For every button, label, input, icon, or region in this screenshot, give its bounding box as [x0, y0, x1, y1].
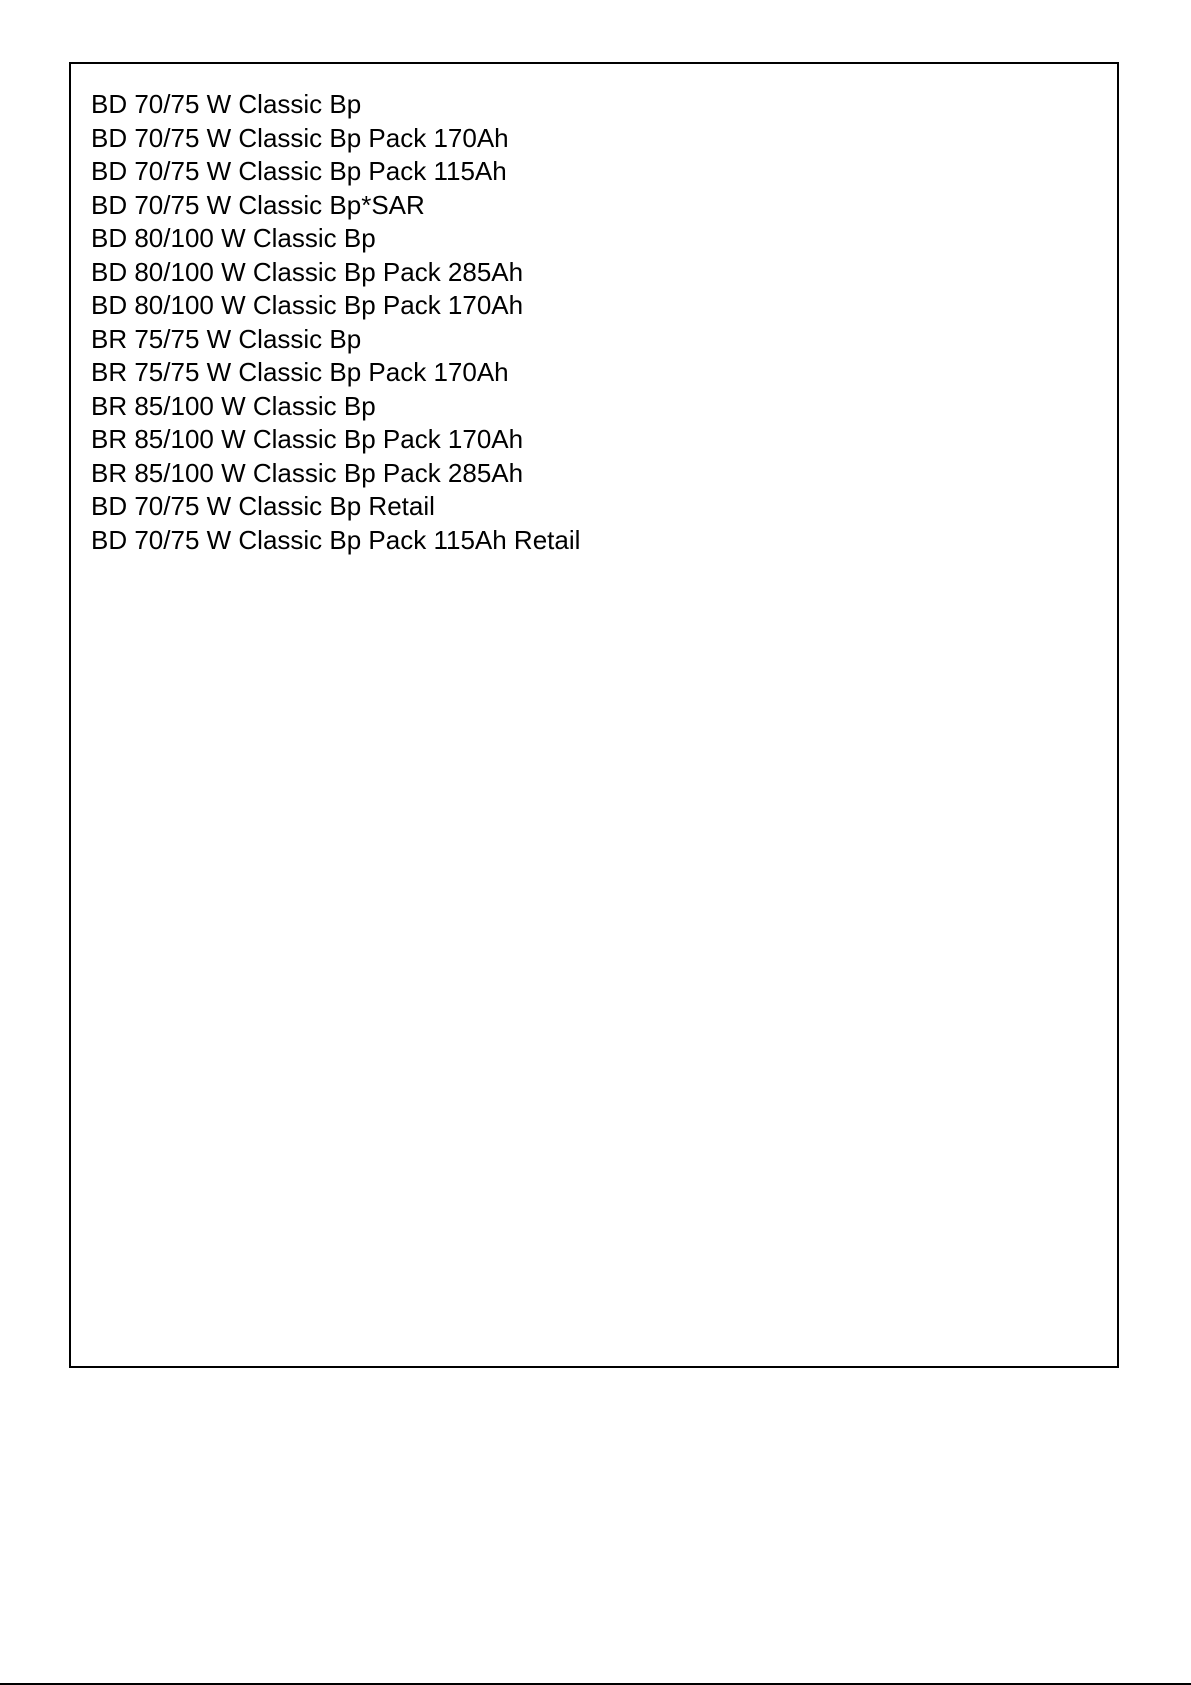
model-item: BD 70/75 W Classic Bp — [91, 89, 362, 119]
model-item: BR 75/75 W Classic Bp Pack 170Ah — [91, 357, 509, 387]
model-item: BD 80/100 W Classic Bp — [91, 223, 376, 253]
model-item: BR 85/100 W Classic Bp Pack 170Ah — [91, 424, 524, 454]
model-item: BD 70/75 W Classic Bp*SAR — [91, 189, 425, 220]
model-list — [91, 88, 580, 557]
model-item: BR 75/75 W Classic Bp — [91, 323, 362, 354]
model-item: BR 85/100 W Classic Bp — [91, 390, 376, 421]
model-item: BD 80/100 W Classic Bp Pack 170Ah — [91, 290, 524, 320]
model-item: BD 80/100 W Classic Bp Pack 285Ah — [91, 256, 524, 287]
model-item: BD 70/75 W Classic Bp Pack 115Ah Retail — [91, 524, 581, 555]
model-item: BD 70/75 W Classic Bp Retail — [91, 491, 435, 521]
model-list-frame — [69, 62, 1119, 1368]
model-item: BR 85/100 W Classic Bp Pack 285Ah — [91, 457, 524, 488]
model-item: BD 70/75 W Classic Bp Pack 115Ah — [91, 156, 507, 186]
model-item: BD 70/75 W Classic Bp Pack 170Ah — [91, 122, 509, 153]
